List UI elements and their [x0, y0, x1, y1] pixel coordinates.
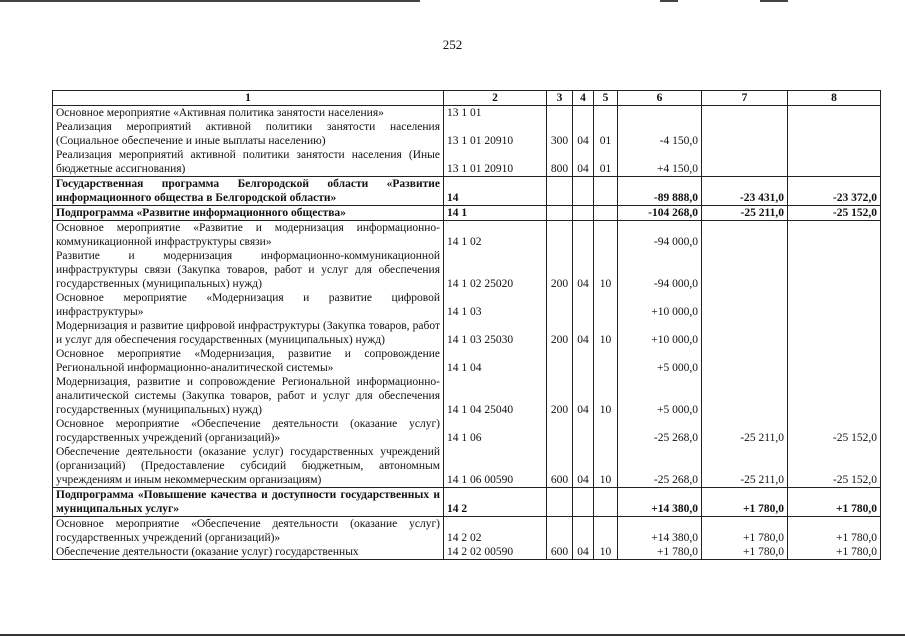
row-amount-col7 [702, 148, 788, 177]
row-description: Подпрограмма «Развитие информационного общества» [53, 206, 444, 221]
row-amount-col8: -25 152,0 [788, 417, 881, 445]
row-amount-col6: +5 000,0 [618, 347, 702, 375]
row-expense-type [547, 177, 573, 206]
row-subsection: 10 [594, 545, 618, 560]
column-header: 6 [618, 91, 702, 106]
row-code: 14 1 03 25030 [444, 319, 547, 347]
row-amount-col6: -25 268,0 [618, 445, 702, 488]
row-amount-col7: -25 211,0 [702, 417, 788, 445]
row-amount-col6: -94 000,0 [618, 249, 702, 291]
row-subsection [594, 221, 618, 250]
row-section: 04 [573, 375, 594, 417]
page-number: 252 [442, 37, 463, 52]
table-row [53, 488, 881, 517]
row-amount-col7: -25 211,0 [702, 445, 788, 488]
row-description: Основное мероприятие «Развитие и модернизация информационно-коммуникационной инфраструктуры связи» [53, 221, 444, 250]
row-amount-col8 [788, 319, 881, 347]
row-expense-type: 200 [547, 319, 573, 347]
row-section [573, 488, 594, 517]
row-amount-col6: -104 268,0 [618, 206, 702, 221]
row-section: 04 [573, 319, 594, 347]
row-amount-col8 [788, 375, 881, 417]
row-expense-type: 300 [547, 120, 573, 148]
row-description: Модернизация, развитие и сопровождение Региональной информационно-аналитической системы (Закупка товаров, работ и услуг для обеспечения государственных (муниципальных) нужд) [53, 375, 444, 417]
table-header-row [53, 91, 881, 106]
column-header: 4 [573, 91, 594, 106]
row-code: 14 2 [444, 488, 547, 517]
row-description: Реализация мероприятий активной политики занятости населения (Социальное обеспечение и иные выплаты населению) [53, 120, 444, 148]
row-code: 14 [444, 177, 547, 206]
row-expense-type [547, 417, 573, 445]
row-description: Основное мероприятие «Модернизация, развитие и сопровождение Региональной информационно-аналитической системы» [53, 347, 444, 375]
row-amount-col7 [702, 291, 788, 319]
row-subsection: 10 [594, 375, 618, 417]
row-amount-col7 [702, 375, 788, 417]
row-code: 13 1 01 20910 [444, 120, 547, 148]
column-header: 3 [547, 91, 573, 106]
row-amount-col7 [702, 347, 788, 375]
row-description: Основное мероприятие «Модернизация и развитие цифровой инфраструктуры» [53, 291, 444, 319]
row-subsection [594, 106, 618, 121]
row-amount-col7: +1 780,0 [702, 545, 788, 560]
row-amount-col6: -25 268,0 [618, 417, 702, 445]
row-amount-col6: +5 000,0 [618, 375, 702, 417]
table-row [53, 545, 881, 560]
row-amount-col8: +1 780,0 [788, 545, 881, 560]
table-row [53, 445, 881, 488]
row-code: 14 2 02 [444, 517, 547, 546]
row-description: Основное мероприятие «Обеспечение деятельности (оказание услуг) государственных учреждений (организаций)» [53, 517, 444, 546]
row-section [573, 221, 594, 250]
row-amount-col8 [788, 106, 881, 121]
row-amount-col7 [702, 249, 788, 291]
row-amount-col6: +14 380,0 [618, 517, 702, 546]
row-code: 13 1 01 20910 [444, 148, 547, 177]
column-header: 7 [702, 91, 788, 106]
row-expense-type: 600 [547, 445, 573, 488]
row-amount-col7 [702, 106, 788, 121]
row-amount-col8 [788, 221, 881, 250]
row-section [573, 291, 594, 319]
row-amount-col8: -25 152,0 [788, 206, 881, 221]
table-row [53, 319, 881, 347]
table-row [53, 249, 881, 291]
row-description: Развитие и модернизация информационно-коммуникационной инфраструктуры связи (Закупка товаров, работ и услуг для обеспечения государственных (муниципальных) нужд) [53, 249, 444, 291]
row-section [573, 177, 594, 206]
row-expense-type [547, 517, 573, 546]
row-section: 04 [573, 148, 594, 177]
row-subsection [594, 488, 618, 517]
row-description: Государственная программа Белгородской области «Развитие информационного общества в Белгородской области» [53, 177, 444, 206]
row-description: Реализация мероприятий активной политики занятости населения (Иные бюджетные ассигнования) [53, 148, 444, 177]
table-row [53, 206, 881, 221]
row-expense-type [547, 206, 573, 221]
row-description: Основное мероприятие «Обеспечение деятельности (оказание услуг) государственных учреждений (организаций)» [53, 417, 444, 445]
row-section: 04 [573, 545, 594, 560]
row-amount-col8 [788, 249, 881, 291]
row-amount-col8 [788, 120, 881, 148]
row-amount-col6: +1 780,0 [618, 545, 702, 560]
row-expense-type [547, 106, 573, 121]
row-subsection [594, 206, 618, 221]
row-code: 14 1 06 00590 [444, 445, 547, 488]
row-code: 14 1 04 [444, 347, 547, 375]
row-amount-col7 [702, 319, 788, 347]
row-amount-col8: +1 780,0 [788, 488, 881, 517]
row-code: 14 2 02 00590 [444, 545, 547, 560]
row-expense-type: 600 [547, 545, 573, 560]
top-edge-rule [0, 0, 420, 2]
row-amount-col8 [788, 148, 881, 177]
row-amount-col8: +1 780,0 [788, 517, 881, 546]
row-amount-col7: -23 431,0 [702, 177, 788, 206]
row-amount-col6: +10 000,0 [618, 291, 702, 319]
row-section [573, 417, 594, 445]
column-header: 1 [53, 91, 444, 106]
column-header: 2 [444, 91, 547, 106]
row-section [573, 106, 594, 121]
table-row [53, 177, 881, 206]
row-subsection [594, 291, 618, 319]
row-description: Обеспечение деятельности (оказание услуг) государственных [53, 545, 444, 560]
row-amount-col8: -25 152,0 [788, 445, 881, 488]
row-expense-type [547, 488, 573, 517]
row-expense-type: 800 [547, 148, 573, 177]
row-description: Модернизация и развитие цифровой инфраструктуры (Закупка товаров, работ и услуг для обеспечения государственных (муниципальных) нужд) [53, 319, 444, 347]
row-expense-type: 200 [547, 249, 573, 291]
row-section [573, 347, 594, 375]
row-amount-col7 [702, 120, 788, 148]
table-row [53, 517, 881, 546]
row-code: 14 1 04 25040 [444, 375, 547, 417]
row-amount-col8 [788, 347, 881, 375]
top-edge-rule [660, 0, 678, 2]
row-subsection [594, 517, 618, 546]
row-subsection [594, 347, 618, 375]
row-expense-type [547, 291, 573, 319]
row-section [573, 517, 594, 546]
row-expense-type: 200 [547, 375, 573, 417]
row-section: 04 [573, 249, 594, 291]
row-amount-col6: +10 000,0 [618, 319, 702, 347]
row-amount-col8 [788, 291, 881, 319]
row-description: Основное мероприятие «Активная политика занятости населения» [53, 106, 444, 121]
row-amount-col7: -25 211,0 [702, 206, 788, 221]
row-amount-col7: +1 780,0 [702, 488, 788, 517]
budget-table [52, 90, 881, 560]
row-section [573, 206, 594, 221]
table-row [53, 221, 881, 250]
bottom-edge-rule [0, 634, 905, 636]
row-amount-col8: -23 372,0 [788, 177, 881, 206]
table-row [53, 148, 881, 177]
row-description: Подпрограмма «Повышение качества и доступности государственных и муниципальных услуг» [53, 488, 444, 517]
row-amount-col6 [618, 106, 702, 121]
row-section: 04 [573, 445, 594, 488]
row-subsection [594, 177, 618, 206]
row-code: 14 1 06 [444, 417, 547, 445]
row-amount-col6: -4 150,0 [618, 120, 702, 148]
row-code: 14 1 03 [444, 291, 547, 319]
row-section: 04 [573, 120, 594, 148]
row-expense-type [547, 347, 573, 375]
table-row [53, 120, 881, 148]
table-row [53, 106, 881, 121]
row-subsection: 01 [594, 120, 618, 148]
top-edge-rule [760, 0, 788, 2]
table-row [53, 375, 881, 417]
row-amount-col6: -94 000,0 [618, 221, 702, 250]
row-code: 13 1 01 [444, 106, 547, 121]
row-code: 14 1 02 25020 [444, 249, 547, 291]
row-subsection: 10 [594, 445, 618, 488]
row-subsection: 10 [594, 249, 618, 291]
row-code: 14 1 02 [444, 221, 547, 250]
row-amount-col7 [702, 221, 788, 250]
table-row [53, 347, 881, 375]
row-description: Обеспечение деятельности (оказание услуг) государственных учреждений (организаций) (Предоставление субсидий бюджетным, автономным учреждениям и иным некоммерческим организациям) [53, 445, 444, 488]
row-amount-col6: +4 150,0 [618, 148, 702, 177]
row-subsection: 10 [594, 319, 618, 347]
column-header: 8 [788, 91, 881, 106]
table-row [53, 417, 881, 445]
row-subsection [594, 417, 618, 445]
table-row [53, 291, 881, 319]
row-expense-type [547, 221, 573, 250]
column-header: 5 [594, 91, 618, 106]
row-amount-col6: +14 380,0 [618, 488, 702, 517]
row-subsection: 01 [594, 148, 618, 177]
row-code: 14 1 [444, 206, 547, 221]
row-amount-col6: -89 888,0 [618, 177, 702, 206]
row-amount-col7: +1 780,0 [702, 517, 788, 546]
